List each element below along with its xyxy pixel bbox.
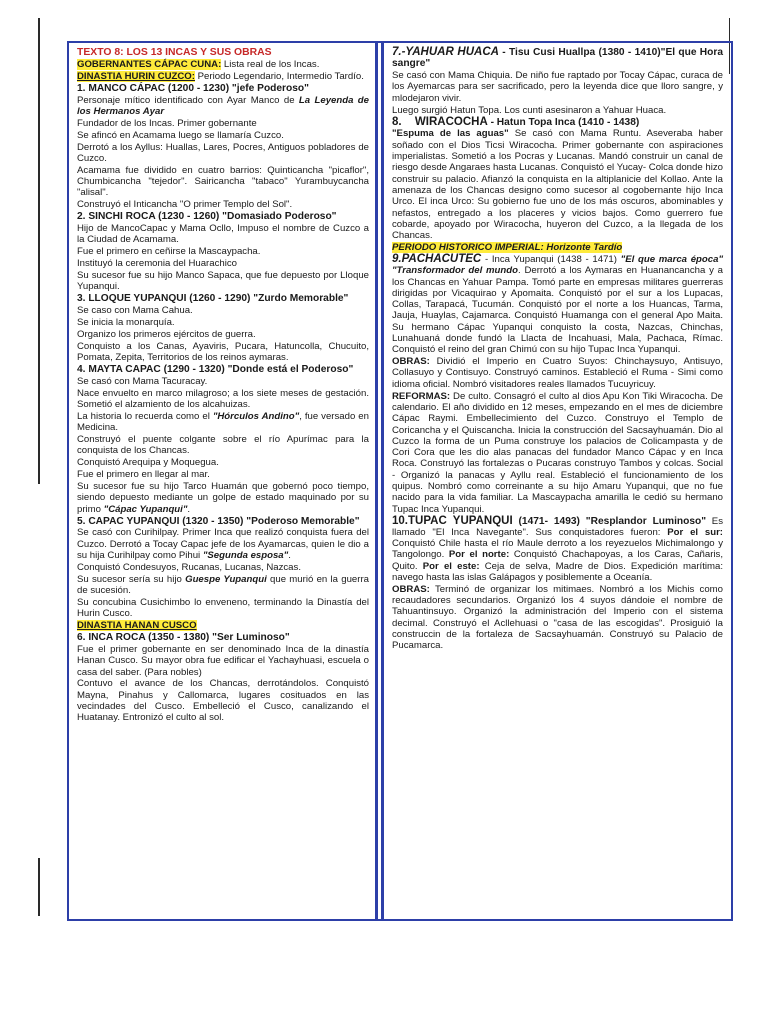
inca-1-text: Personaje mítico identificado con Ayar Manco de La Leyenda de los Hermanos Ayar [77,94,369,117]
scan-edge-line-left-lower [38,858,40,916]
inca-4-text: Su sucesor fue su hijo Tarco Huamán que gobernó poco tiempo, siendo depuesto mediante un golpe de estado maquinado por su primo "Cápac Yupanqui". [77,481,369,515]
inca-1-text: Derrotó a los Ayllus: Huallas, Lares, Pocres, Antiguos pobladores de Cuzco. [77,141,369,164]
inca-2-text: Fue el primero en ceñirse la Mascaypacha. [77,246,261,258]
inca-9-text: 9.PACHACUTEC - Inca Yupanqui (1438 - 1471) "El que marca época" "Transformador del mundo. Derrotó a los Aymaras en Huanancancha y a los Chancas en Yahuar Pampa. Tomó parte en empresas militares guerreras dirigidas por Vicaquirao y Apomaita. Conquistó por el sur a los Lupacas, Collas, Tarapacá, Tucumán. Conquistó por el norte a los Huancas, Tarma, Jauja, Huaylas, Cajamarca. Conquistó Huamanga con el general Apo Maita. Su hermano Cápac Yupanqui conquisto la costa, Nazcas, Chinchas, Lunahuaná donde fundó la Llacta de Incahuasi, Mala, Pachaca, Rímac. Conquistó el reino del gran Chimú con su hijo Tupac Inca Yupanqui. [392,252,723,356]
inca-1-text: Construyó el Inticancha "O primer Templo del Sol". [77,199,293,211]
inca-7-heading: 7.-YAHUAR HUACA - Tisu Cusi Huallpa (1380 - 1410)"El que Hora sangre" [392,46,724,70]
inca-4-text: Fue el primero en llegar al mar. [77,469,210,481]
inca-8-heading: 8. WIRACOCHA - Hatun Topa Inca (1410 - 1438) [392,115,640,128]
inca-4-text: La historia lo recuerda como el "Hórculos Andino", fue versado en Medicina. [77,410,369,434]
inca-2-text: Su sucesor fue su hijo Manco Sapaca, que fue depuesto por Lloque Yupanqui. [77,269,369,293]
inca-2-text: Instituyó la ceremonia del Huarachico [77,258,237,270]
inca-6-heading: 6. INCA ROCA (1350 - 1380) "Ser Luminoso" [77,632,290,644]
inca-1-text: Fundador de los Incas. Primer gobernante [77,117,257,129]
dynasty-hanan-heading: DINASTIA HANAN CUSCO [77,620,197,632]
inca-5-text: Conquistó Condesuyos, Rucanas, Lucanas, Nazcas. [77,561,301,573]
inca-4-text: Conquistó Arequipa y Moquegua. [77,457,219,469]
inca-1-text: Se afincó en Acamama luego se llamaría Cuzco. [77,129,284,141]
inca-10-text: 10.TUPAC YUPANQUI (1471- 1493) "Resplandor Luminoso" Es llamado "El Inca Navegante". Sus conquistadores fueron: Por el sur: Conquistó Chile hasta el río Maule derroto a los reyezuelos Michimalongo y Tangolongo. Por el norte: Conquistó Chachapoyas, a los Caras, Cañaris, Quito. Por el este: Ceja de selva, Madre de Dios. Expedición marítima: navego hasta las islas Galápagos y posiblemente a Oceanía. [392,514,724,583]
inca-3-text: Conquisto a los Canas, Ayaviris, Pucara, Hatuncolla, Chucuito, Pomata, Zepita, Territorios de los reinos aymaras. [77,340,369,363]
dynasty-hurin-heading: DINASTIA HURIN CUZCO: Periodo Legendario, Intermedio Tardío. [77,70,364,82]
inca-3-text: Se caso con Mama Cahua. [77,305,193,317]
inca-8-text: "Espuma de las aguas" Se casó con Mama Runtu. Aseveraba haber soñado con el Dios Ticsi Wiracocha. Primer gobernante con aspiraciones imperialistas. Sometió a los Pocras y Lucanas. Mandó construir un canal de riesgo desde Angaraes hasta Lucanas. Conquistó el Yucay- Colca donde hizo construir su palacio. Afianzó la conquista en la altiplanicie del Kollao. Ante la amenaza de los Chancas designo como sucesor al cogobernante hijo Inca Urco. El inca Urco: Su gobierno fue uno de los más oscuros, abominables y nefastos, entregado a los placeres y vicios bajos. Como guerrero fue cobarde, apoyado por Wiracocha, huyeron del Cuzco, a la llegada de los Chancas. [392,128,723,242]
inca-6-text: Fue el primer gobernante en ser denominado Inca de la dinastía Hanan Cusco. Su mayor obra fue edificar el Yachayhuasi, escuela o casa del saber. (Para nobles) [77,643,369,678]
inca-5-text: Su concubina Cusichimbo lo enveneno, terminando la Dinastía del Hurin Cusco. [77,596,369,620]
document-frame [67,41,733,921]
gobernantes-line: GOBERNANTES CÁPAC CUNA: Lista real de los Incas. [77,58,320,70]
inca-9-obras: OBRAS: Dividió el Imperio en Cuatro Suyos: Chinchaysuyo, Antisuyo, Collasuyo y Contisuyo. Construyó caminos. Estableció el Ruma - Simi como idioma oficial. Nombró visitadores reales llamados Tucuyricuy. [392,356,723,390]
imperial-period-heading: PERIODO HISTORICO IMPERIAL: Horizonte Tardío [392,242,623,254]
inca-1-text: Acamama fue dividido en cuatro barrios: Quinticancha "picaflor", Chumbicancha "tejedor". Sairicancha "tabaco" Yurambuycancha "alisal". [77,164,369,199]
inca-4-text: Construyó el puente colgante sobre el río Apurímac para la conquista de los Chancas. [77,434,369,457]
inca-2-heading: 2. SINCHI ROCA (1230 - 1260) "Domasiado Poderoso" [77,211,337,223]
inca-7-text: Luego surgió Hatun Topa. Los cunti asesinaron a Yahuar Huaca. [392,104,667,116]
inca-6-text: Contuvo el avance de los Chancas, derrotándolos. Conquistó Mayna, Pinahus y Callomarca, lugares cosituados en las vecindades del Cusco. Embelleció el Cusco, canalizando el Huatanay. Entronizó el culto al sol. [77,678,369,724]
document-title: TEXTO 8: LOS 13 INCAS Y SUS OBRAS [77,47,272,58]
inca-3-text: Se inicia la monarquía. [77,316,175,328]
inca-5-text: Su sucesor sería su hijo Guespe Yupanqui que murió en la guerra de sucesión. [77,573,369,597]
right-column [381,43,731,919]
inca-7-text: Se casó con Mama Chiquia. De niño fue raptado por Tocay Cápac, curaca de los Ayemarcas para ser sacrificado, pero la leyenda dice que lloro sangre, y mlodejaron vivir. [392,70,723,104]
inca-9-reformas: REFORMAS: De culto. Consagró el culto al dios Apu Kon Tiki Wiracocha. De calendario. El año dividido en 12 meses, empezando en el mes de diciembre Cápac Raymi. Embellecimiento del Cuzco. Construyo el Templo de Coricancha y el Quiscancha. Inicia la construcción del Sacsayhuamán. Dio al Cuzco la forma de un Puma construye los palacios de Colicampasta y de Cori Cora que les dio alas panacas del fundador Manco Cápac y en Inca Roca. Construyó las fortalezas o Pucaras construyo Tambos y colcas. Social - Organizó la panacas y Ayllu real. Estableció el funcionamiento de los quipus. Nombró como correinante a su hijo Amaru Yupanqui, que no fue nacido para la vida familiar. La Mascaypacha amarilla le cedió su hermano Tupac Inca Yupanqui. [392,390,723,515]
inca-2-text: Hijo de MancoCapac y Mama Ocllo, Impuso el nombre de Cuzco a la Ciudad de Acamama. [77,222,369,246]
inca-3-heading: 3. LLOQUE YUPANQUI (1260 - 1290) "Zurdo Memorable" [77,293,349,305]
inca-5-text: Se casó con Curihilpay. Primer Inca que realizó conquista fuera del Cuzco. Derrotó a Tocay Capac jefe de los Ayamarcas, quien le dio a su hija Curihilpay como Pihui "Segunda esposa". [77,527,369,561]
left-column [69,43,378,919]
inca-10-obras: OBRAS: Terminó de organizar los mitimaes. Nombró a los Michis como recaudadores secundarios. Organizó los 4 suyos dándoie el nombre de Tahuantinsuyo. Organizó la administración del Imperio con el sistema decimal. Construyó el Acllehuasi o "casa de las escogidas". Prosiguió la construccin de la fortaleza de Sacsayhuamán. Construyó su Palacio de Pucamarca. [392,583,723,652]
inca-4-text: Se casó con Mama Tacuracay. [77,375,208,387]
inca-3-text: Organizo los primeros ejércitos de guerra. [77,328,256,340]
scan-edge-line-left [38,18,40,484]
inca-5-heading: 5. CAPAC YUPANQUI (1320 - 1350) "Poderoso Memorable" [77,515,360,527]
inca-4-heading: 4. MAYTA CAPAC (1290 - 1320) "Donde está el Poderoso" [77,363,354,375]
inca-4-text: Nace envuelto en marco milagroso; a los siete meses de gestación. Sometió el alzamiento de los alcahuizas. [77,387,369,410]
inca-1-heading: 1. MANCO CÁPAC (1200 - 1230) "jefe Poderoso" [77,82,309,94]
